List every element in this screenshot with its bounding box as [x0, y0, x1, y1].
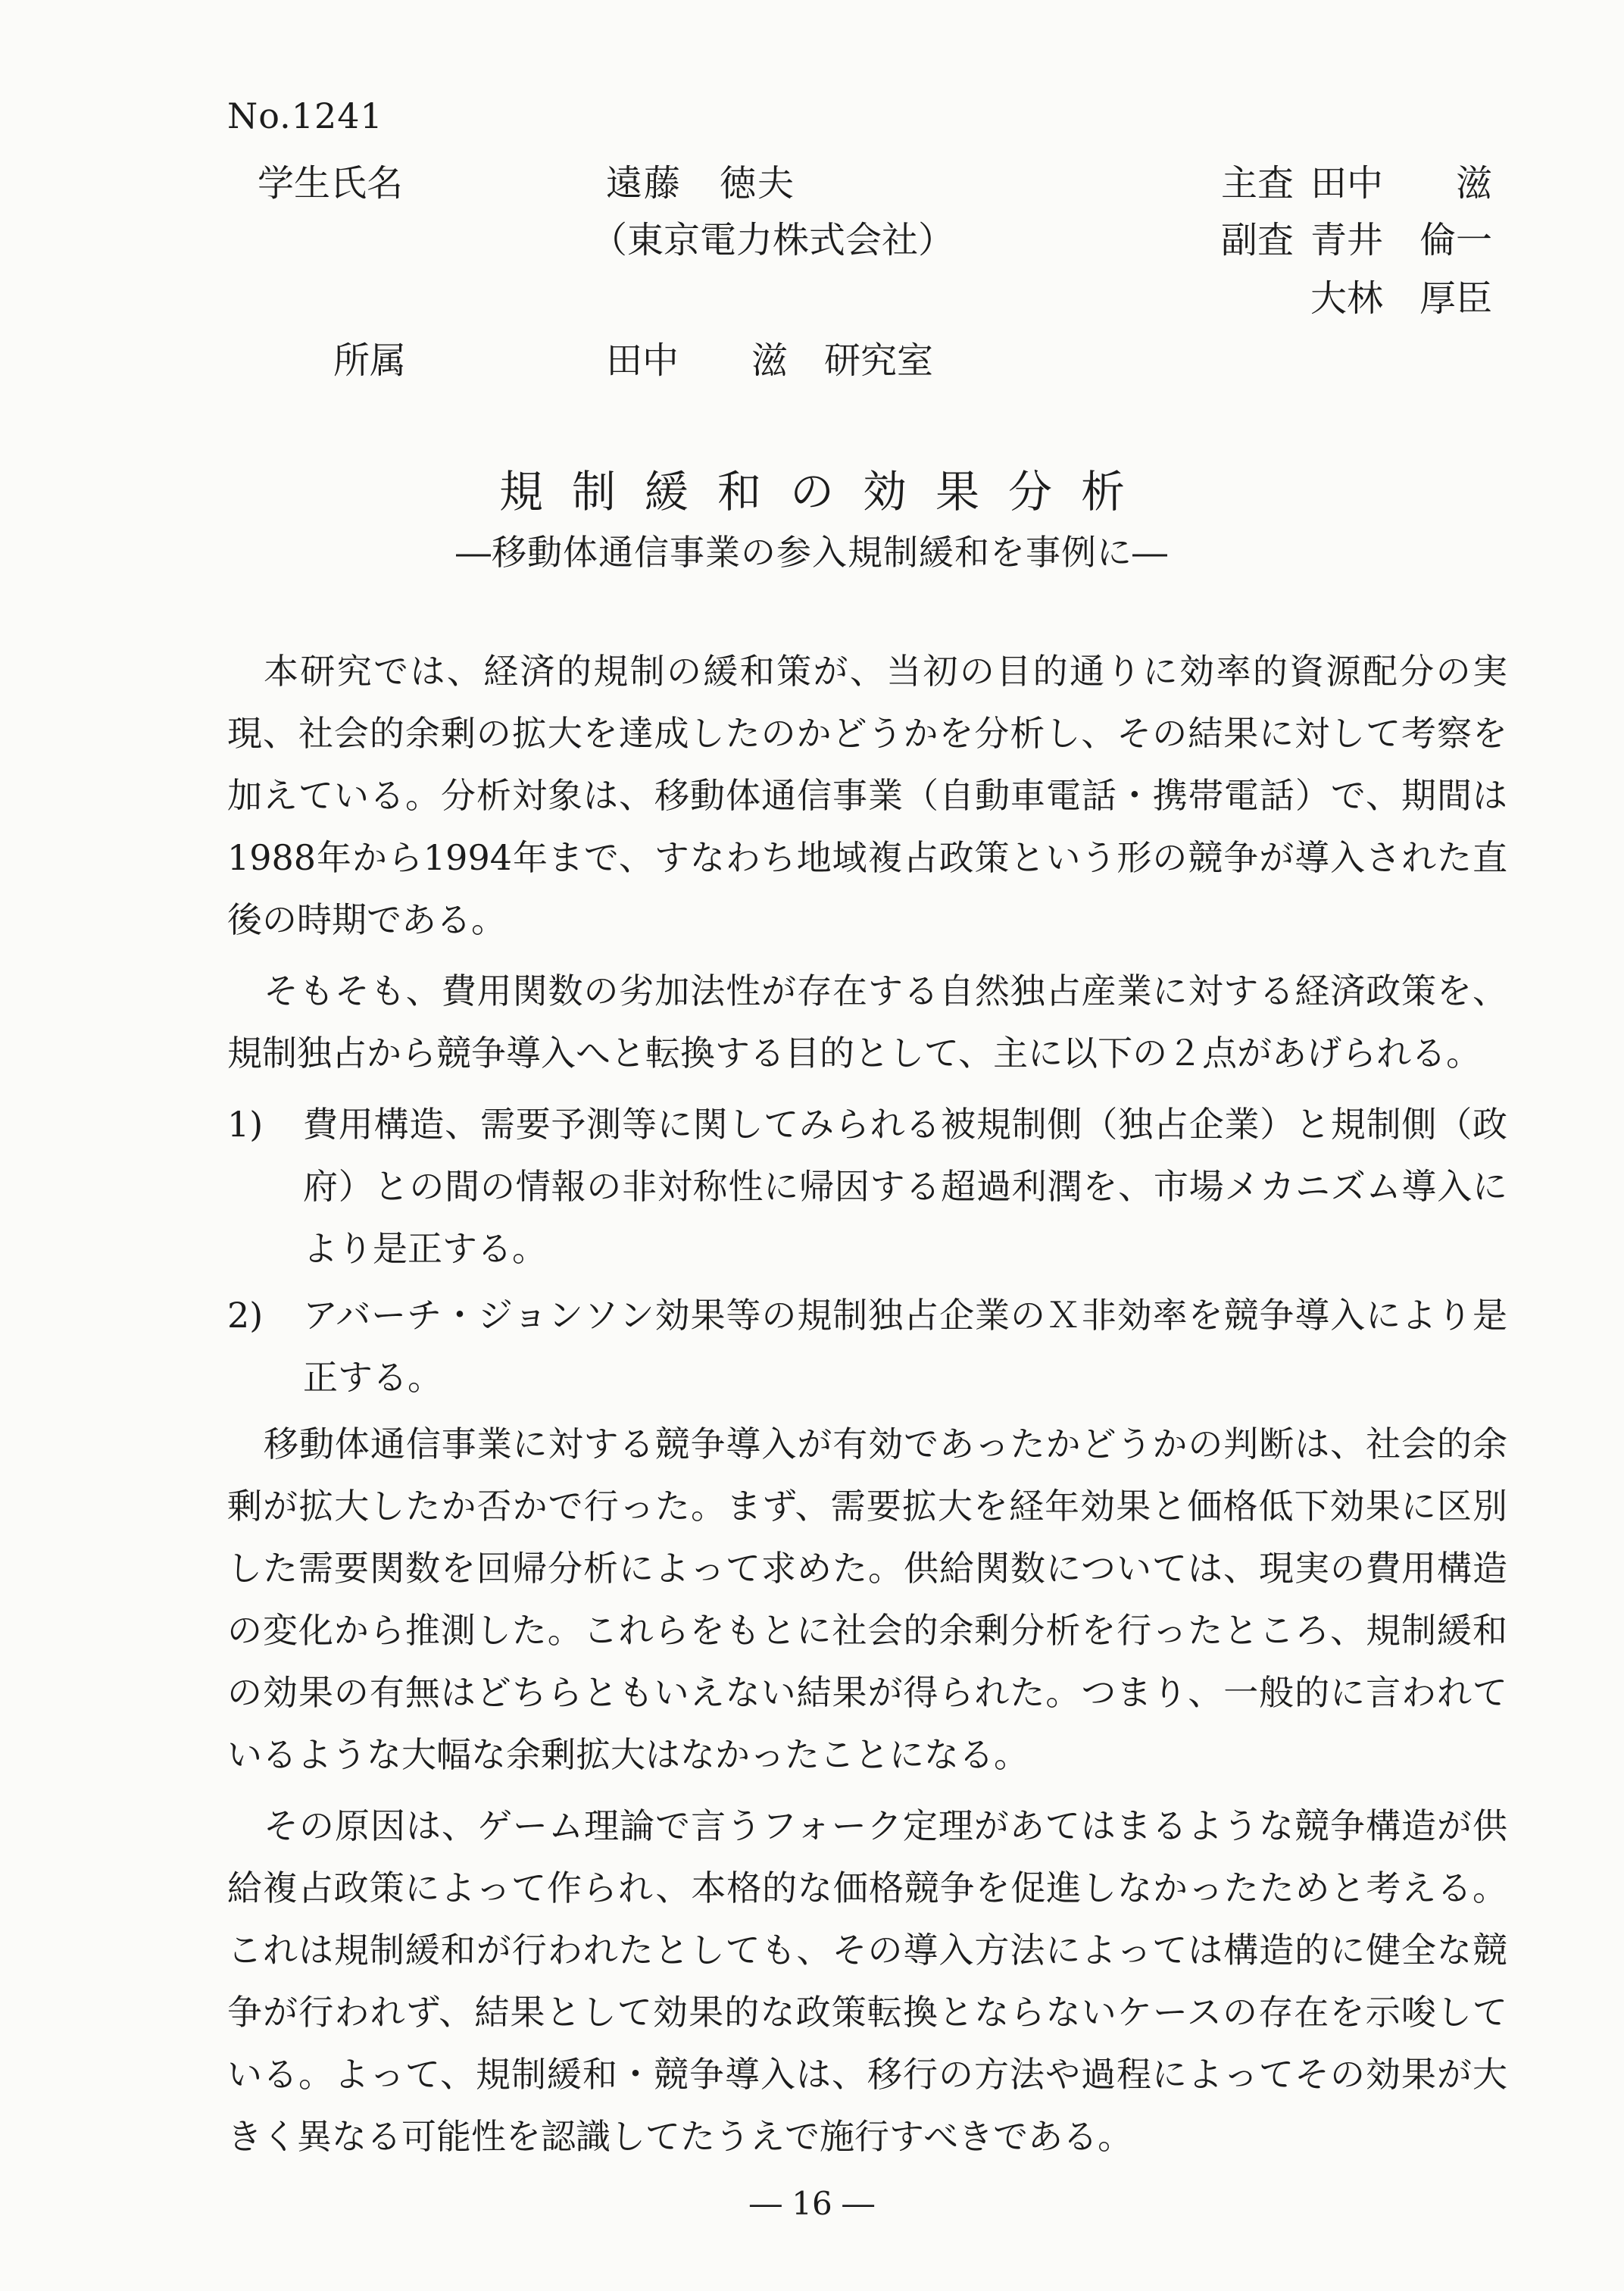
list-item — [227, 1093, 1507, 1280]
paragraph-intro: 本研究では、経済的規制の緩和策が、当初の目的通りに効率的資源配分の実現、社会的余剰の拡大を達成したのかどうかを分析し、その結果に対して考察を加えている。分析対象は、移動体通信事業（自動車電話・携帯電話）で、期間は1988年から1994年まで、すなわち地域複占政策という形の競争が導入された直後の時期である。 — [227, 651, 1508, 940]
affiliation-label: 所属 — [333, 339, 407, 382]
examiner-deputy-2 — [1221, 277, 1492, 320]
student-name: 遠藤 徳夫 — [606, 162, 796, 205]
list-item-number: 1) — [227, 1104, 264, 1145]
examiner-deputy — [1221, 219, 1492, 261]
list-item-text: アバーチ・ジョンソン効果等の規制独占企業のＸ非効率を競争導入により是正する。 — [303, 1295, 1507, 1398]
list-item — [227, 1284, 1507, 1408]
examiner-name: 青井 倫一 — [1310, 219, 1492, 261]
paper-title: 規制緩和の効果分析 — [498, 466, 1154, 517]
examiner-role: 副査 — [1221, 219, 1295, 261]
paragraph-analysis: 移動体通信事業に対する競争導入が有効であったかどうかの判断は、社会的余剰が拡大したか否かで行った。まず、需要拡大を経年効果と価格低下効果に区別した需要関数を回帰分析によって求めた。供給関数については、現実の費用構造の変化から推測した。これらをもとに社会的余剰分析を行ったところ、規制緩和の効果の有無はどちらともいえない結果が得られた。つまり、一般的に言われているような大幅な余剰拡大はなかったことになる。 — [227, 1424, 1508, 1775]
paragraph-conclusion: その原因は、ゲーム理論で言うフォーク定理があてはまるような競争構造が供給複占政策によって作られ、本格的な価格競争を促進しなかったためと考える。これは規制緩和が行われたとしても、その導入方法によっては構造的に健全な競争が行われず、結果として効果的な政策転換とならないケースの存在を示唆している。よって、規制緩和・競争導入は、移行の方法や過程によってその効果が大きく異なる可能性を認識してたうえで施行すべきである。 — [227, 1805, 1508, 2157]
examiner-chief — [1221, 162, 1492, 205]
affiliation-value: 田中 滋 研究室 — [606, 339, 934, 382]
examiner-role: 主査 — [1221, 162, 1295, 205]
list-item-number: 2) — [227, 1295, 264, 1336]
examiner-name: 田中 滋 — [1310, 162, 1492, 205]
paragraph-purpose: そもそも、費用関数の劣加法性が存在する自然独占産業に対する経済政策を、規制独占から競争導入へと転換する目的として、主に以下の２点があげられる。 — [227, 970, 1507, 1074]
student-company: （東京電力株式会社） — [591, 219, 955, 261]
student-name-label: 学生氏名 — [258, 162, 404, 205]
examiner-name: 大林 厚臣 — [1310, 277, 1492, 320]
abstract-body — [227, 640, 1507, 2177]
page-number: ― 16 ― — [749, 2185, 875, 2222]
document-number: No.1241 — [227, 95, 383, 136]
paper-subtitle: ―移動体通信事業の参入規制緩和を事例に― — [456, 532, 1168, 573]
list-item-text: 費用構造、需要予測等に関してみられる被規制側（独占企業）と規制側（政府）との間の情報の非対称性に帰因する超過利潤を、市場メカニズム導入により是正する。 — [303, 1104, 1507, 1269]
